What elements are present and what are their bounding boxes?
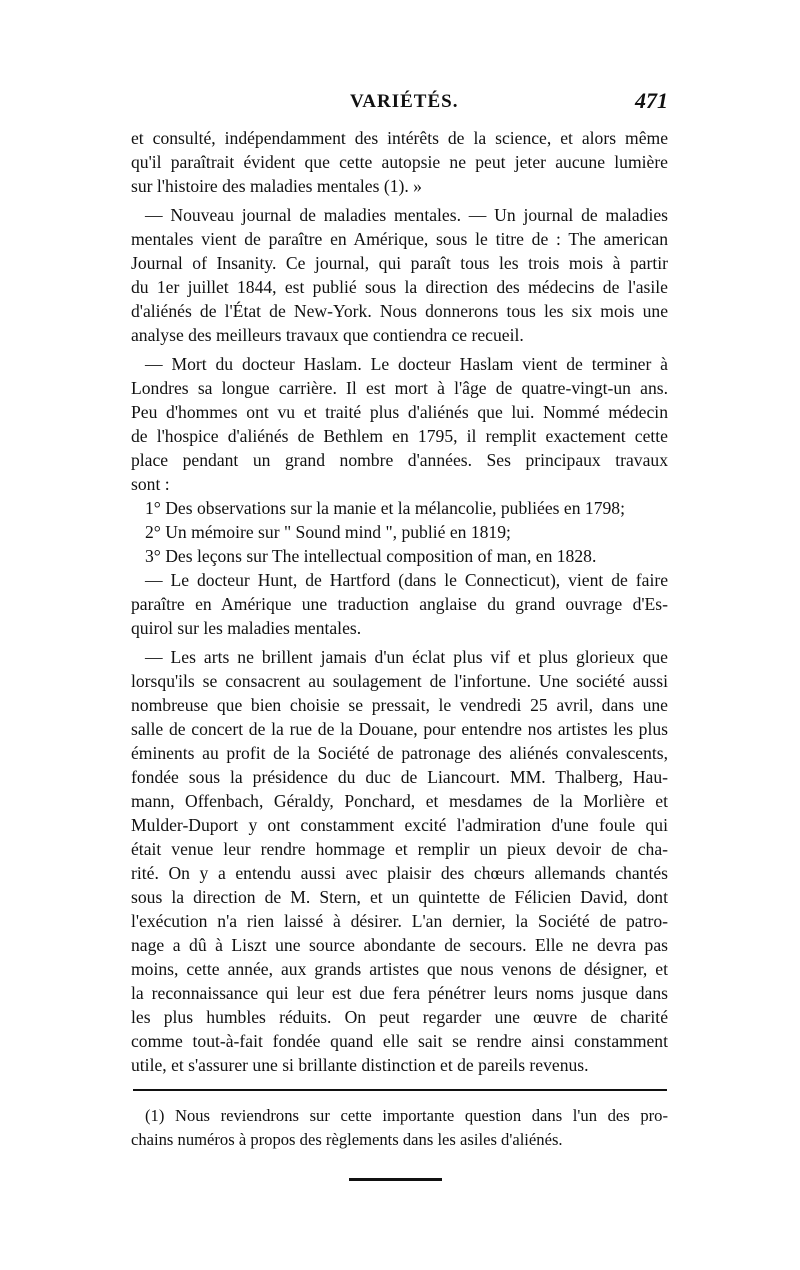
footnote-line: chains numéros à propos des règlements dans les asiles d'aliénés. bbox=[131, 1130, 563, 1149]
text-line: la reconnaissance qui leur est due fera pénétrer leurs noms jusque dans bbox=[131, 983, 668, 1003]
text-line: l'exécution n'a rien laissé à désirer. L'an dernier, la Société de patro- bbox=[131, 911, 668, 931]
text-line: rité. On y a entendu aussi avec plaisir des chœurs allemands chantés bbox=[131, 863, 668, 883]
page-number: 471 bbox=[635, 88, 668, 113]
text-line: Peu d'hommes ont vu et traité plus d'aliénés que lui. Nommé médecin bbox=[131, 402, 668, 422]
text-line: quirol sur les maladies mentales. bbox=[131, 618, 362, 638]
text-line: qu'il paraîtrait évident que cette autopsie ne peut jeter aucune lumière bbox=[131, 152, 668, 172]
list-item: 3° Des leçons sur The intellectual composition of man, en 1828. bbox=[145, 546, 597, 566]
text-line: — Nouveau journal de maladies mentales. — Un journal de maladies bbox=[145, 205, 668, 225]
running-title: VARIÉTÉS. bbox=[350, 91, 459, 112]
text-line: Journal of Insanity. Ce journal, qui paraît tous les trois mois à partir bbox=[131, 253, 668, 273]
text-line: place pendant un grand nombre d'années. Ses principaux travaux bbox=[131, 450, 668, 470]
text-line: salle de concert de la rue de la Douane, pour entendre nos artistes les plus bbox=[131, 719, 668, 739]
text-line: sur l'histoire des maladies mentales (1). » bbox=[131, 176, 422, 196]
text-line: utile, et s'assurer une si brillante distinction et de pareils revenus. bbox=[131, 1055, 589, 1075]
text-line: Londres sa longue carrière. Il est mort à l'âge de quatre-vingt-un ans. bbox=[131, 378, 668, 398]
text-line: nage a dû à Liszt une source abondante de secours. Elle ne devra pas bbox=[131, 935, 668, 955]
text-line: sont : bbox=[131, 474, 170, 494]
footnote-rule bbox=[133, 1089, 667, 1091]
text-line: comme tout-à-fait fondée quand elle sait se rendre ainsi constamment bbox=[131, 1031, 668, 1051]
list-item: 2° Un mémoire sur " Sound mind ", publié en 1819; bbox=[145, 522, 511, 542]
text-line: les plus humbles réduits. On peut regarder une œuvre de charité bbox=[131, 1007, 668, 1027]
footnote-line: (1) Nous reviendrons sur cette importante question dans l'un des pro- bbox=[145, 1106, 668, 1125]
text-line: du 1er juillet 1844, est publié sous la direction des médecins de l'asile bbox=[131, 277, 668, 297]
text-line: lorsqu'ils se consacrent au soulagement de l'infortune. Une société aussi bbox=[131, 671, 668, 691]
text-line: et consulté, indépendamment des intérêts de la science, et alors même bbox=[131, 128, 668, 148]
text-line: moins, cette année, aux grands artistes que nous venons de désigner, et bbox=[131, 959, 668, 979]
text-line: sous la direction de M. Stern, et un quintette de Félicien David, dont bbox=[131, 887, 668, 907]
text-line: mentales vient de paraître en Amérique, sous le titre de : The american bbox=[131, 229, 668, 249]
text-line: mann, Offenbach, Géraldy, Ponchard, et mesdames de la Morlière et bbox=[131, 791, 668, 811]
page-header bbox=[131, 88, 668, 118]
text-line: Mulder-Duport y ont constamment excité l'admiration d'une foule qui bbox=[131, 815, 668, 835]
list-item: 1° Des observations sur la manie et la mélancolie, publiées en 1798; bbox=[145, 498, 625, 518]
text-line: — Le docteur Hunt, de Hartford (dans le Connecticut), vient de faire bbox=[145, 570, 668, 590]
text-line: — Mort du docteur Haslam. Le docteur Haslam vient de terminer à bbox=[145, 354, 668, 374]
text-line: paraître en Amérique une traduction anglaise du grand ouvrage d'Es- bbox=[131, 594, 668, 614]
text-line: fondée sous la présidence du duc de Liancourt. MM. Thalberg, Hau- bbox=[131, 767, 668, 787]
text-line: — Les arts ne brillent jamais d'un éclat plus vif et plus glorieux que bbox=[145, 647, 668, 667]
text-line: analyse des meilleurs travaux que contiendra ce recueil. bbox=[131, 325, 524, 345]
text-line: nombreuse que bien choisie se pressait, le vendredi 25 avril, dans une bbox=[131, 695, 668, 715]
text-line: éminents au profit de la Société de patronage des aliénés convalescents, bbox=[131, 743, 668, 763]
text-line: était venue leur rendre hommage et remplir un pieux devoir de cha- bbox=[131, 839, 668, 859]
text-line: de l'hospice d'aliénés de Bethlem en 1795, il remplit exactement cette bbox=[131, 426, 668, 446]
end-rule bbox=[349, 1178, 442, 1181]
text-line: d'aliénés de l'État de New-York. Nous donnerons tous les six mois une bbox=[131, 301, 668, 321]
